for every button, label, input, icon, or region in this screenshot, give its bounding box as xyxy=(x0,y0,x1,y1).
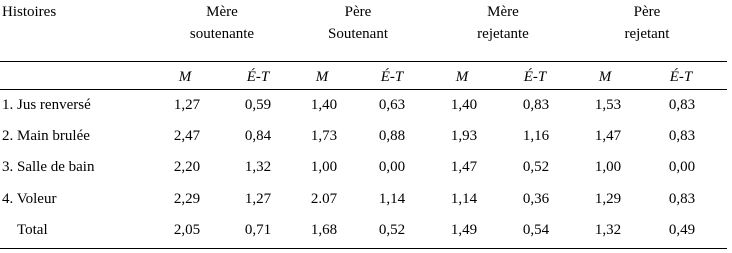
group-header-line2: rejetante xyxy=(477,26,529,42)
table-cell: 1,53 xyxy=(594,97,622,113)
table-cell: 0,83 xyxy=(668,128,696,144)
group-header-line2: Soutenant xyxy=(328,26,388,42)
table-cell: 1,29 xyxy=(594,191,622,207)
table-cell: 1,68 xyxy=(310,222,338,238)
table-cell: 2,47 xyxy=(173,128,201,144)
table-cell: 0,71 xyxy=(244,222,272,238)
table-cell: 0,83 xyxy=(668,97,696,113)
table-cell: 1,27 xyxy=(244,191,272,207)
row-label-header: Histoires xyxy=(2,4,57,20)
group-header-pere-rejetant xyxy=(625,1,670,45)
table-cell: 0,36 xyxy=(522,191,550,207)
subheader-sd: É-T xyxy=(523,69,547,85)
table-cell: 0,84 xyxy=(244,128,272,144)
group-header-mere-soutenante xyxy=(190,1,254,45)
row-label: 4. Voleur xyxy=(2,191,57,207)
table-cell: 2,05 xyxy=(173,222,201,238)
group-header-line1: Mère xyxy=(206,4,238,20)
table-cell: 2.07 xyxy=(310,191,338,207)
table-cell: 1,40 xyxy=(450,97,478,113)
table-cell: 1,32 xyxy=(244,159,272,175)
subheader-mean: M xyxy=(598,69,612,85)
table-cell: 1,40 xyxy=(310,97,338,113)
table-cell: 0,59 xyxy=(244,97,272,113)
table-cell: 0,63 xyxy=(378,97,406,113)
table-cell: 0,52 xyxy=(378,222,406,238)
group-header-line2: soutenante xyxy=(189,26,255,42)
subheader-mean: M xyxy=(455,69,469,85)
group-header-line1: Père xyxy=(633,4,661,20)
group-header-line1: Père xyxy=(344,4,372,20)
table-cell: 1,73 xyxy=(310,128,338,144)
table-cell: 2,29 xyxy=(173,191,201,207)
group-header-pere-soutenant xyxy=(328,1,388,45)
table-cell: 0,83 xyxy=(522,97,550,113)
subheader-sd: É-T xyxy=(246,69,270,85)
table-cell: 1,16 xyxy=(522,128,550,144)
table-cell: 0,83 xyxy=(668,191,696,207)
table-cell: 1,27 xyxy=(173,97,201,113)
table-cell: 1,00 xyxy=(310,159,338,175)
row-label: 2. Main brulée xyxy=(2,128,90,144)
table-cell: 1,14 xyxy=(450,191,478,207)
table-cell: 1,47 xyxy=(594,128,622,144)
subheader-mean: M xyxy=(315,69,329,85)
table-cell: 0,52 xyxy=(522,159,550,175)
table-cell: 1,47 xyxy=(450,159,478,175)
row-label: 3. Salle de bain xyxy=(2,159,95,175)
subheader-sd: É-T xyxy=(380,69,404,85)
table-cell: 0,49 xyxy=(668,222,696,238)
table-cell: 0,54 xyxy=(522,222,550,238)
total-label: Total xyxy=(17,222,48,238)
table-cell: 0,88 xyxy=(378,128,406,144)
table-cell: 0,00 xyxy=(668,159,696,175)
group-header-line1: Mère xyxy=(487,4,519,20)
table-cell: 1,00 xyxy=(594,159,622,175)
header-rule xyxy=(0,61,727,62)
table-cell: 0,00 xyxy=(378,159,406,175)
table-cell: 2,20 xyxy=(173,159,201,175)
subheader-mean: M xyxy=(178,69,192,85)
table-cell: 1,32 xyxy=(594,222,622,238)
subheader-rule xyxy=(0,89,727,90)
row-label: 1. Jus renversé xyxy=(2,97,91,113)
subheader-sd: É-T xyxy=(669,69,693,85)
table-cell: 1,14 xyxy=(378,191,406,207)
table-cell: 1,93 xyxy=(450,128,478,144)
bottom-rule xyxy=(0,248,727,249)
table-cell: 1,49 xyxy=(450,222,478,238)
group-header-line2: rejetant xyxy=(624,26,670,42)
group-header-mere-rejetante xyxy=(477,1,529,45)
